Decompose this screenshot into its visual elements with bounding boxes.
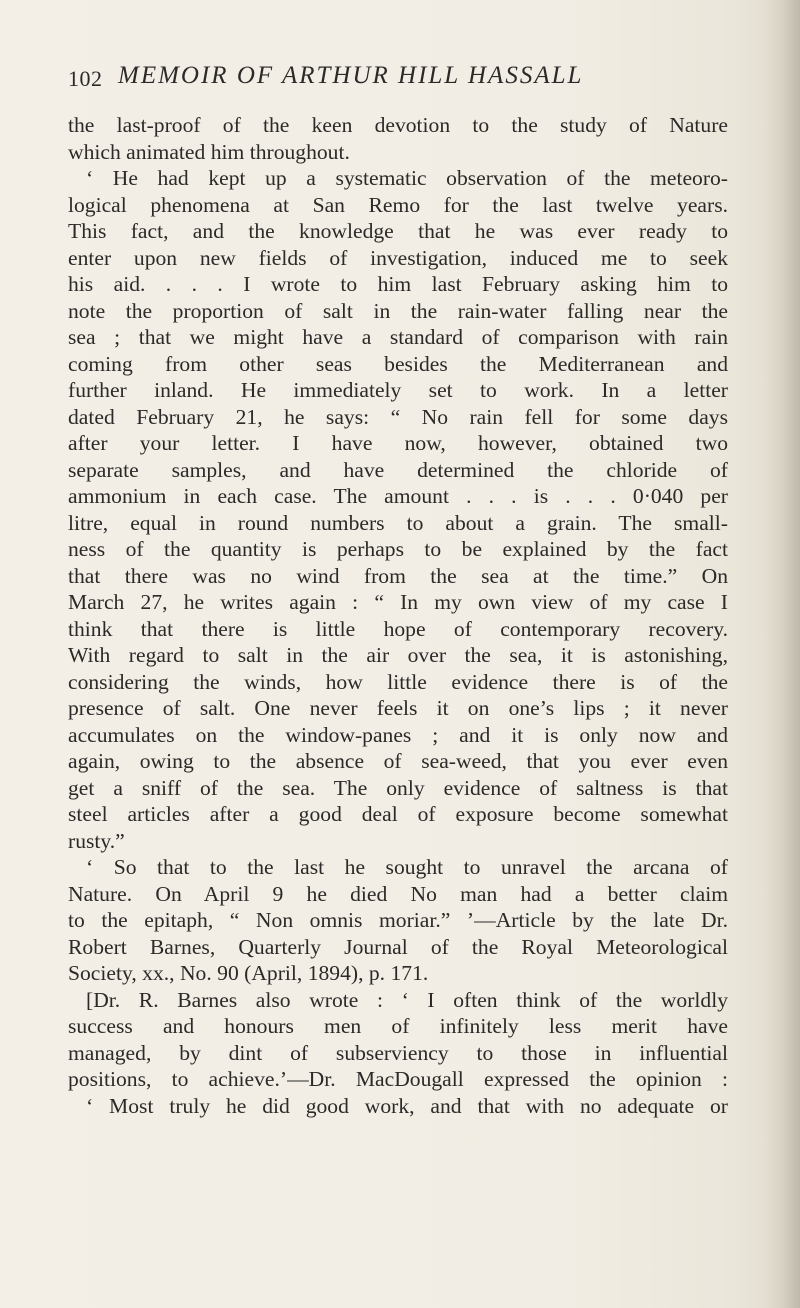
text-line: ‘ Most truly he did good work, and that with no adequate or — [86, 1093, 728, 1118]
text-line: presence of salt. One never feels it on one’s lips ; it never — [68, 696, 728, 720]
running-head: MEMOIR OF ARTHUR HILL HASSALL — [118, 62, 584, 89]
text-line: his aid. . . . I wrote to him last February asking him to — [68, 272, 728, 296]
text-line: positions, to achieve.’—Dr. MacDougall expressed the opinion : — [68, 1067, 728, 1091]
text-line: Robert Barnes, Quarterly Journal of the Royal Meteorological — [68, 934, 728, 959]
text-line: success and honours men of infinitely less merit have — [68, 1014, 728, 1038]
text-line: sea ; that we might have a standard of comparison with rain — [68, 325, 728, 349]
text-line: Nature. On April 9 he died No man had a better claim — [68, 881, 728, 906]
text-line: that there was no wind from the sea at the time.” On — [68, 563, 728, 588]
text-line: ness of the quantity is perhaps to be explained by the fact — [68, 537, 728, 561]
body-text — [68, 112, 728, 1119]
text-line: litre, equal in round numbers to about a grain. The small- — [68, 510, 728, 535]
text-line: [Dr. R. Barnes also wrote : ‘ I often think of the worldly — [86, 987, 728, 1012]
text-line: to the epitaph, “ Non omnis moriar.” ’—Article by the late Dr. — [68, 908, 728, 932]
text-line: again, owing to the absence of sea-weed, that you ever even — [68, 749, 728, 773]
text-line: further inland. He immediately set to work. In a letter — [68, 378, 728, 402]
text-line: considering the winds, how little evidence there is of the — [68, 669, 728, 694]
text-line: get a sniff of the sea. The only evidence of saltness is that — [68, 775, 728, 800]
text-line: ‘ He had kept up a systematic observation of the meteoro- — [86, 166, 728, 190]
text-line: Society, xx., No. 90 (April, 1894), p. 171. — [68, 961, 429, 985]
text-line: March 27, he writes again : “ In my own view of my case I — [68, 590, 728, 614]
page-edge-shadow — [766, 0, 800, 1308]
text-line: ammonium in each case. The amount . . . is . . . 0·040 per — [68, 484, 728, 508]
text-line: note the proportion of salt in the rain-water falling near the — [68, 298, 728, 323]
text-line: rusty.” — [68, 828, 125, 853]
text-line: ‘ So that to the last he sought to unravel the arcana of — [86, 855, 728, 879]
page-header — [68, 62, 728, 94]
text-line: logical phenomena at San Remo for the last twelve years. — [68, 192, 728, 217]
text-line: steel articles after a good deal of exposure become somewhat — [68, 802, 728, 826]
text-line: think that there is little hope of contemporary recovery. — [68, 616, 728, 641]
text-line: separate samples, and have determined the chloride of — [68, 457, 728, 482]
text-line: after your letter. I have now, however, obtained two — [68, 431, 728, 455]
text-line: accumulates on the window-panes ; and it is only now and — [68, 722, 728, 747]
text-line: managed, by dint of subserviency to those in influential — [68, 1040, 728, 1065]
text-line: which animated him throughout. — [68, 139, 350, 164]
page-number: 102 — [68, 66, 103, 91]
text-line: enter upon new fields of investigation, induced me to seek — [68, 245, 728, 270]
text-line: the last-proof of the keen devotion to the study of Nature — [68, 113, 728, 137]
text-line: coming from other seas besides the Mediterranean and — [68, 351, 728, 376]
text-line: This fact, and the knowledge that he was ever ready to — [68, 219, 728, 243]
text-line: dated February 21, he says: “ No rain fell for some days — [68, 404, 728, 429]
text-line: With regard to salt in the air over the sea, it is astonishing, — [68, 643, 728, 667]
